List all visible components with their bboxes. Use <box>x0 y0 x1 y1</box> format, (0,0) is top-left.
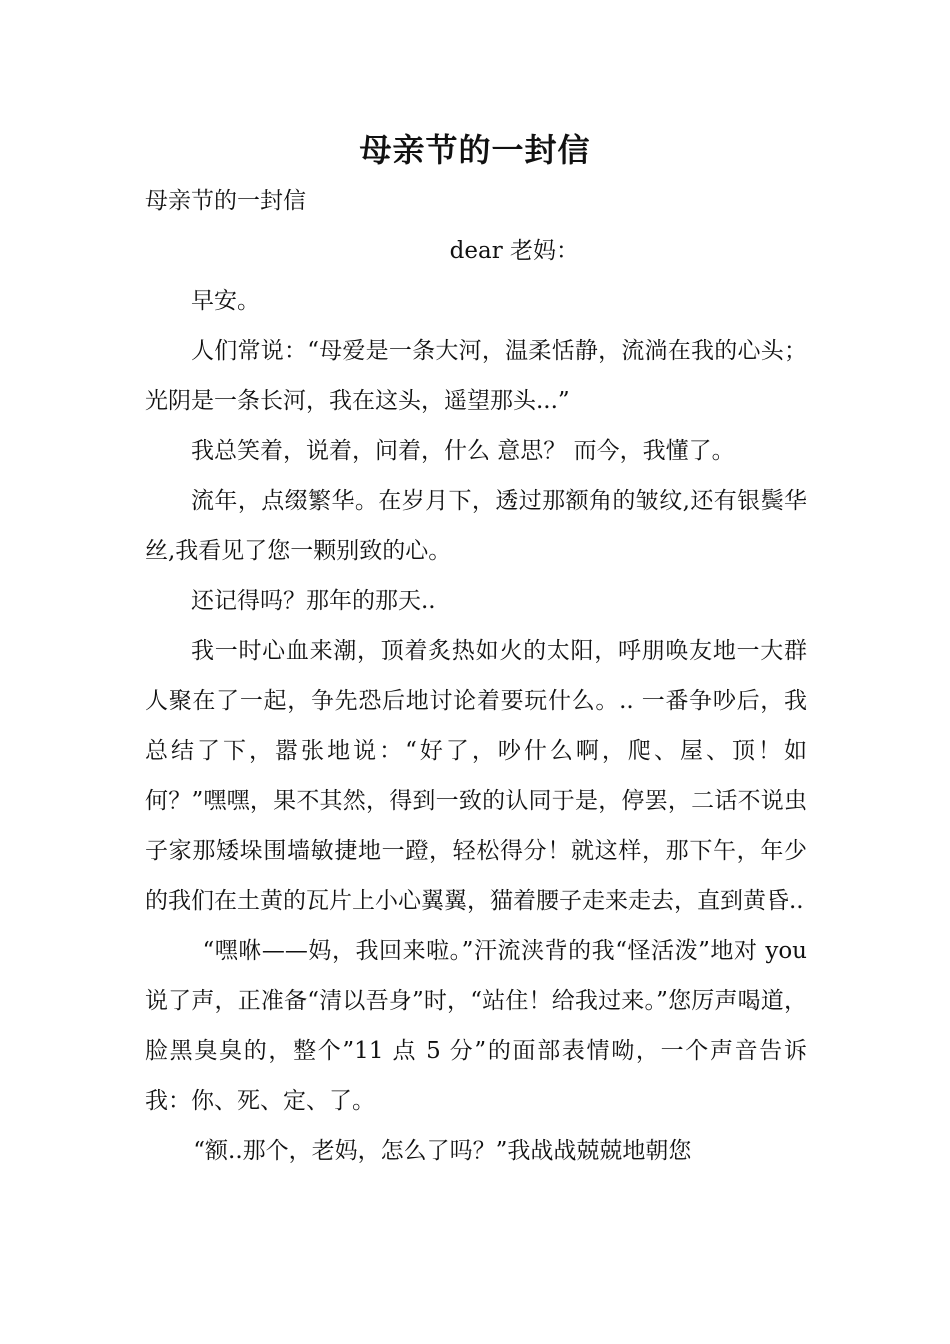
paragraph-years: 流年，点缀繁华。在岁月下，透过那额角的皱纹,还有银鬓华丝,我看见了您一颗别致的心。 <box>145 488 807 564</box>
paragraph-remember: 还记得吗？那年的那天.. <box>191 588 436 614</box>
paragraph-understand: 我总笑着，说着，问着，什么 意思？ 而今，我懂了。 <box>191 438 735 464</box>
document-subtitle: 母亲节的一封信 <box>145 188 306 214</box>
paragraph-quote: 人们常说：“母爱是一条大河，温柔恬静，流淌在我的心头；光阴是一条长河，我在这头，遥望那头...” <box>145 338 807 414</box>
document-body <box>145 176 807 1176</box>
paragraph-question: “额..那个，老妈，怎么了吗？”我战战兢兢地朝您 <box>193 1138 692 1164</box>
salutation-line: dear 老妈： <box>449 238 579 264</box>
paragraph-memory: 我一时心血来潮，顶着炙热如火的太阳，呼朋唤友地一大群人聚在了一起，争先恐后地讨论着要玩什么。.. 一番争吵后，我总结了下，嚣张地说：“好了，吵什么啊，爬、屋、顶！如何？”嘿嘿，果不其然，得到一致的认同于是，停罢，二话不说虫子家那矮垛围墙敏捷地一蹬，轻松得分！就这样，那下午，年少的我们在土黄的瓦片上小心翼翼，猫着腰子走来走去，直到黄昏.. <box>145 638 807 914</box>
paragraph-return-home: “嘿咻——妈，我回来啦。”汗流浃背的我“怪活泼”地对 you 说了声，正准备“清以吾身”时，“站住！给我过来。”您厉声喝道，脸黑臭臭的，整个”11 点 5 分”的面部表情呦，一个声音告诉我：你、死、定、了。 <box>145 938 807 1114</box>
document-title: 母亲节的一封信 <box>359 131 591 169</box>
paragraph-greeting: 早安。 <box>191 288 260 314</box>
